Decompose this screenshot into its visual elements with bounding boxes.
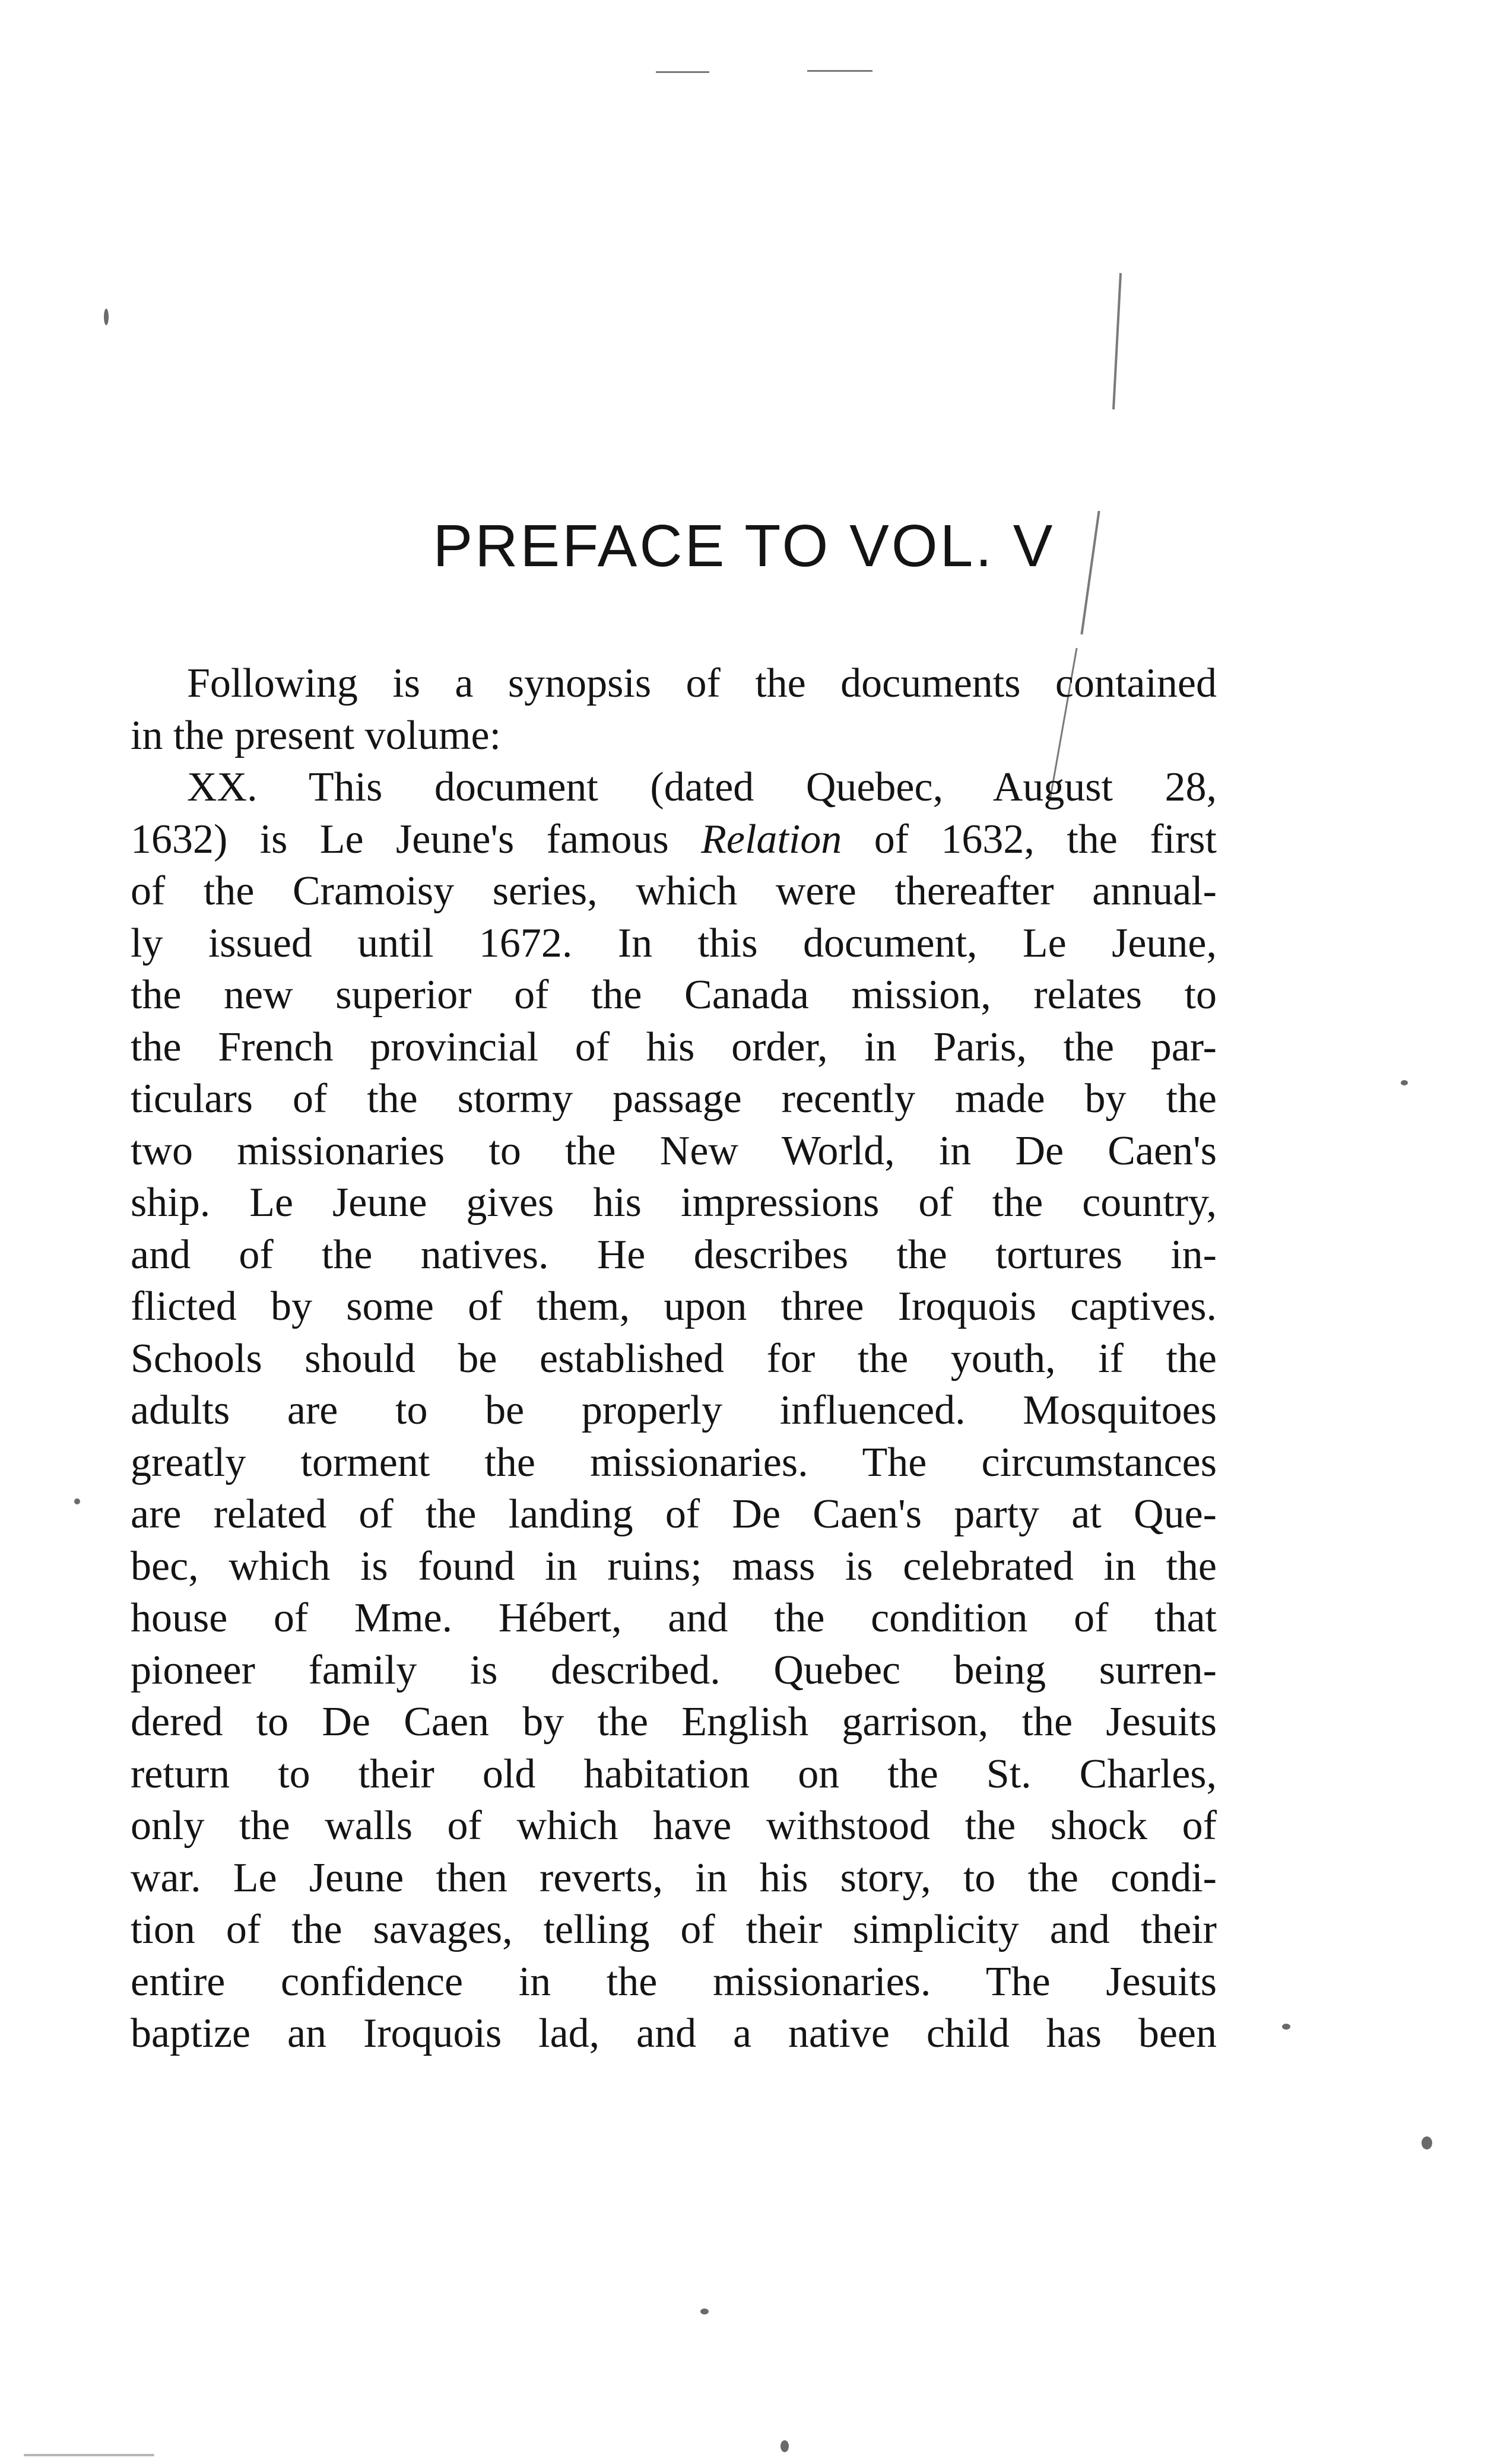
scan-speck [24,2454,154,2456]
text-line: entire confidence in the missionaries. The Jesuits [131,1958,1217,2005]
scan-speck [104,309,109,325]
text-line: two missionaries to the New World, in De Caen's [131,1128,1217,1174]
text-line: return to their old habitation on the St. Charles, [131,1751,1217,1797]
text-line: war. Le Jeune then reverts, in his story, to the condi- [131,1855,1217,1901]
text-line: flicted by some of them, upon three Iroquois captives. [131,1284,1217,1329]
scan-mark [807,70,873,72]
text-line: baptize an Iroquois lad, and a native child has been [131,2011,1217,2056]
text-line: are related of the landing of De Caen's party at Que- [131,1491,1217,1537]
scan-mark [1112,273,1122,409]
scan-speck [700,2309,709,2314]
page-title: PREFACE TO VOL. V [433,513,1055,579]
scan-speck [1282,2024,1290,2030]
text-line: in the present volume: [131,712,502,758]
text-line: ticulars of the stormy passage recently made by the [131,1076,1217,1122]
scan-speck [74,1498,80,1504]
scan-speck [1401,1080,1408,1085]
scan-mark [656,71,709,73]
synopsis-text [131,658,1217,2060]
text-line: and of the natives. He describes the tortures in- [131,1231,1217,1278]
text-line: the new superior of the Canada mission, relates to [131,972,1217,1018]
italic-title-word: Relation [701,816,842,862]
text-line: adults are to be properly influenced. Mosquitoes [131,1387,1217,1433]
text-line: tion of the savages, telling of their simplicity and their [131,1907,1217,1952]
scan-speck [781,2440,789,2452]
text-line: only the walls of which have withstood the shock of [131,1803,1217,1849]
text-line: of the Cramoisy series, which were thereafter annual- [131,868,1217,914]
text-line: the French provincial of his order, in Paris, the par- [131,1024,1217,1070]
text-line: ly issued until 1672. In this document, Le Jeune, [131,920,1217,966]
text-line: Following is a synopsis of the documents contained [187,661,1217,706]
text-line: house of Mme. Hébert, and the condition of that [131,1595,1217,1641]
text-line: XX. This document (dated Quebec, August 28, [187,764,1217,810]
text-line: ship. Le Jeune gives his impressions of the country, [131,1180,1217,1225]
text-line: bec, which is found in ruins; mass is celebrated in the [131,1543,1217,1589]
text-line: greatly torment the missionaries. The circumstances [131,1439,1217,1485]
text-line: dered to De Caen by the English garrison, the Jesuits [131,1699,1217,1745]
text-line: Schools should be established for the youth, if the [131,1335,1217,1382]
text-line: pioneer family is described. Quebec being surren- [131,1647,1217,1693]
scan-speck [1422,2136,1432,2149]
text-line: 1632) is Le Jeune's famous Relation of 1632, the first [131,816,1217,862]
